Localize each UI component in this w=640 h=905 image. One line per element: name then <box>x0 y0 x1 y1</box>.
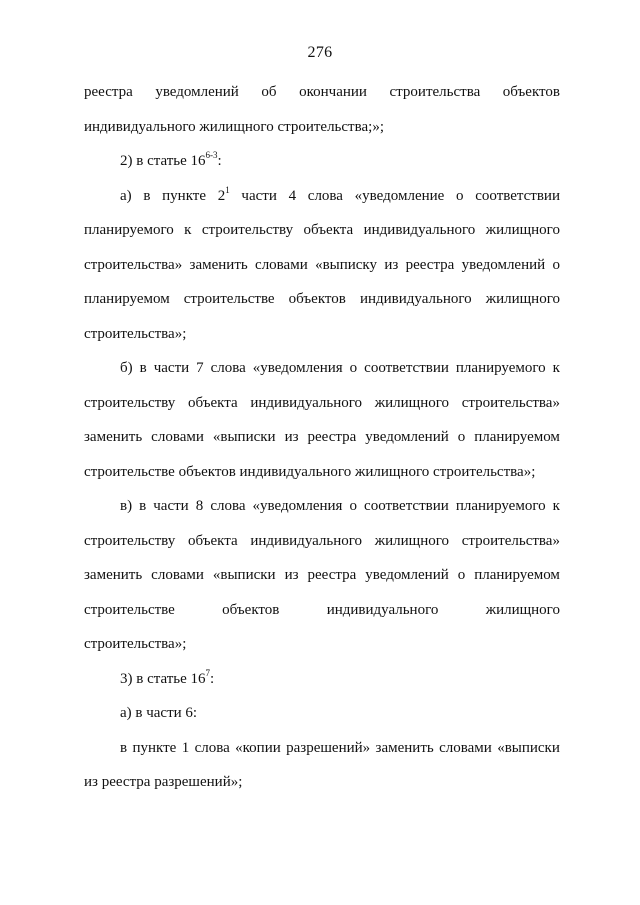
word: о <box>457 567 466 583</box>
text-line <box>84 533 560 550</box>
word: жилищного <box>374 395 450 411</box>
word: «уведомления <box>252 498 343 514</box>
word: об <box>261 84 277 100</box>
word: слова <box>307 188 343 204</box>
punctuation: : <box>217 153 222 169</box>
word: уведомлений <box>365 567 449 583</box>
word: планируемом <box>84 291 170 307</box>
word: строительству <box>84 395 176 411</box>
page-number: 276 <box>307 44 333 61</box>
word: уведомлений <box>155 84 239 100</box>
word: в <box>139 498 147 514</box>
word: «выписки <box>212 567 276 583</box>
word: словами <box>439 740 492 756</box>
word: объекта <box>187 395 238 411</box>
word: реестра <box>307 567 357 583</box>
word: части <box>153 498 189 514</box>
text-line: а) в части 6: <box>120 705 198 721</box>
word: заменить <box>84 567 143 583</box>
word: б) <box>120 360 133 376</box>
text-line <box>84 602 560 619</box>
word: соответствии <box>475 188 560 204</box>
text-line <box>84 740 560 757</box>
text-line <box>84 185 560 205</box>
text-line: строительства»; <box>84 326 187 342</box>
word: строительству <box>84 533 176 549</box>
item-label: 3) в статье 16 <box>120 671 206 687</box>
word: окончании <box>299 84 367 100</box>
word: строительству <box>201 222 294 238</box>
word: уведомлений <box>461 257 546 273</box>
text-line <box>84 395 560 412</box>
word: объектов <box>222 602 280 618</box>
word: индивидуального <box>250 533 363 549</box>
text-line: строительства»; <box>84 636 187 652</box>
text-line <box>84 222 560 239</box>
word: строительстве <box>84 602 175 618</box>
superscript: 1 <box>225 185 230 195</box>
word: части <box>153 360 190 376</box>
text-line: из реестра разрешений»; <box>84 774 243 790</box>
word: 4 <box>288 188 297 204</box>
text-line <box>84 84 560 101</box>
word: в <box>120 740 128 756</box>
word: «выписки <box>497 740 560 756</box>
word: пункте <box>132 740 177 756</box>
word: строительства <box>389 84 481 100</box>
word: о <box>552 257 560 273</box>
word: слова <box>210 498 246 514</box>
word: части <box>241 188 277 204</box>
word: «выписку <box>315 257 378 273</box>
word: а) <box>120 188 132 204</box>
punctuation: : <box>210 671 215 687</box>
word: разрешений» <box>286 740 371 756</box>
word: пункте <box>162 188 207 204</box>
word: заменить <box>375 740 434 756</box>
word: заменить <box>84 429 143 445</box>
text-line <box>84 360 560 377</box>
text-line: индивидуального жилищного строительства;»; <box>84 119 384 135</box>
text-line <box>84 291 560 308</box>
word: «уведомление <box>354 188 445 204</box>
word: из <box>284 429 299 445</box>
word: к <box>552 360 560 376</box>
word: словами <box>151 567 204 583</box>
word: реестра <box>405 257 455 273</box>
word: «копии <box>235 740 281 756</box>
word: 7 <box>196 360 204 376</box>
word: о <box>456 188 464 204</box>
word: жилищного <box>485 222 560 238</box>
word: словами <box>255 257 308 273</box>
word: слова <box>194 740 230 756</box>
word: к <box>552 498 560 514</box>
word: о <box>457 429 466 445</box>
word: объекта <box>187 533 238 549</box>
word: жилищного <box>485 291 560 307</box>
word: соответствии <box>364 360 449 376</box>
word: в) <box>120 498 133 514</box>
word: реестра <box>307 429 357 445</box>
word: 1 <box>181 740 190 756</box>
word: о <box>349 360 358 376</box>
word: «уведомления <box>252 360 343 376</box>
word: планируемого <box>455 360 546 376</box>
text-line <box>84 567 560 584</box>
word: соответствии <box>364 498 449 514</box>
word: планируемом <box>474 429 560 445</box>
word: жилищного <box>374 533 450 549</box>
word: индивидуального <box>363 222 476 238</box>
word: из <box>284 567 299 583</box>
word <box>217 185 230 205</box>
text-line: строительстве объектов индивидуального жилищного строительства»; <box>84 464 536 480</box>
word: к <box>184 222 192 238</box>
text-line <box>84 150 560 170</box>
word: индивидуального <box>359 291 472 307</box>
word: о <box>349 498 357 514</box>
word: из <box>384 257 399 273</box>
word: индивидуального <box>250 395 363 411</box>
superscript: 7 <box>205 668 211 678</box>
word: слова <box>210 360 246 376</box>
word: планируемого <box>455 498 546 514</box>
word: планируемом <box>474 567 560 583</box>
word: уведомлений <box>365 429 449 445</box>
word: строительства» <box>84 257 183 273</box>
word: планируемого <box>84 222 174 238</box>
superscript: 6-3 <box>205 150 218 160</box>
word: реестра <box>84 84 133 100</box>
item-label: 2) в статье 16 <box>120 153 206 169</box>
text-line <box>84 429 560 446</box>
word: строительства» <box>461 395 560 411</box>
text-line <box>84 257 560 274</box>
word: заменить <box>189 257 248 273</box>
word: объекта <box>303 222 354 238</box>
text-line <box>84 668 560 688</box>
word: жилищного <box>485 602 560 618</box>
word: словами <box>151 429 204 445</box>
word: строительстве <box>183 291 275 307</box>
word: объектов <box>288 291 346 307</box>
word-base: 2 <box>217 188 226 204</box>
word: 8 <box>195 498 204 514</box>
word: объектов <box>502 84 560 100</box>
word: в <box>143 188 151 204</box>
word: «выписки <box>212 429 276 445</box>
word: индивидуального <box>326 602 439 618</box>
text-line <box>84 498 560 515</box>
word: в <box>139 360 147 376</box>
word: строительства» <box>461 533 560 549</box>
